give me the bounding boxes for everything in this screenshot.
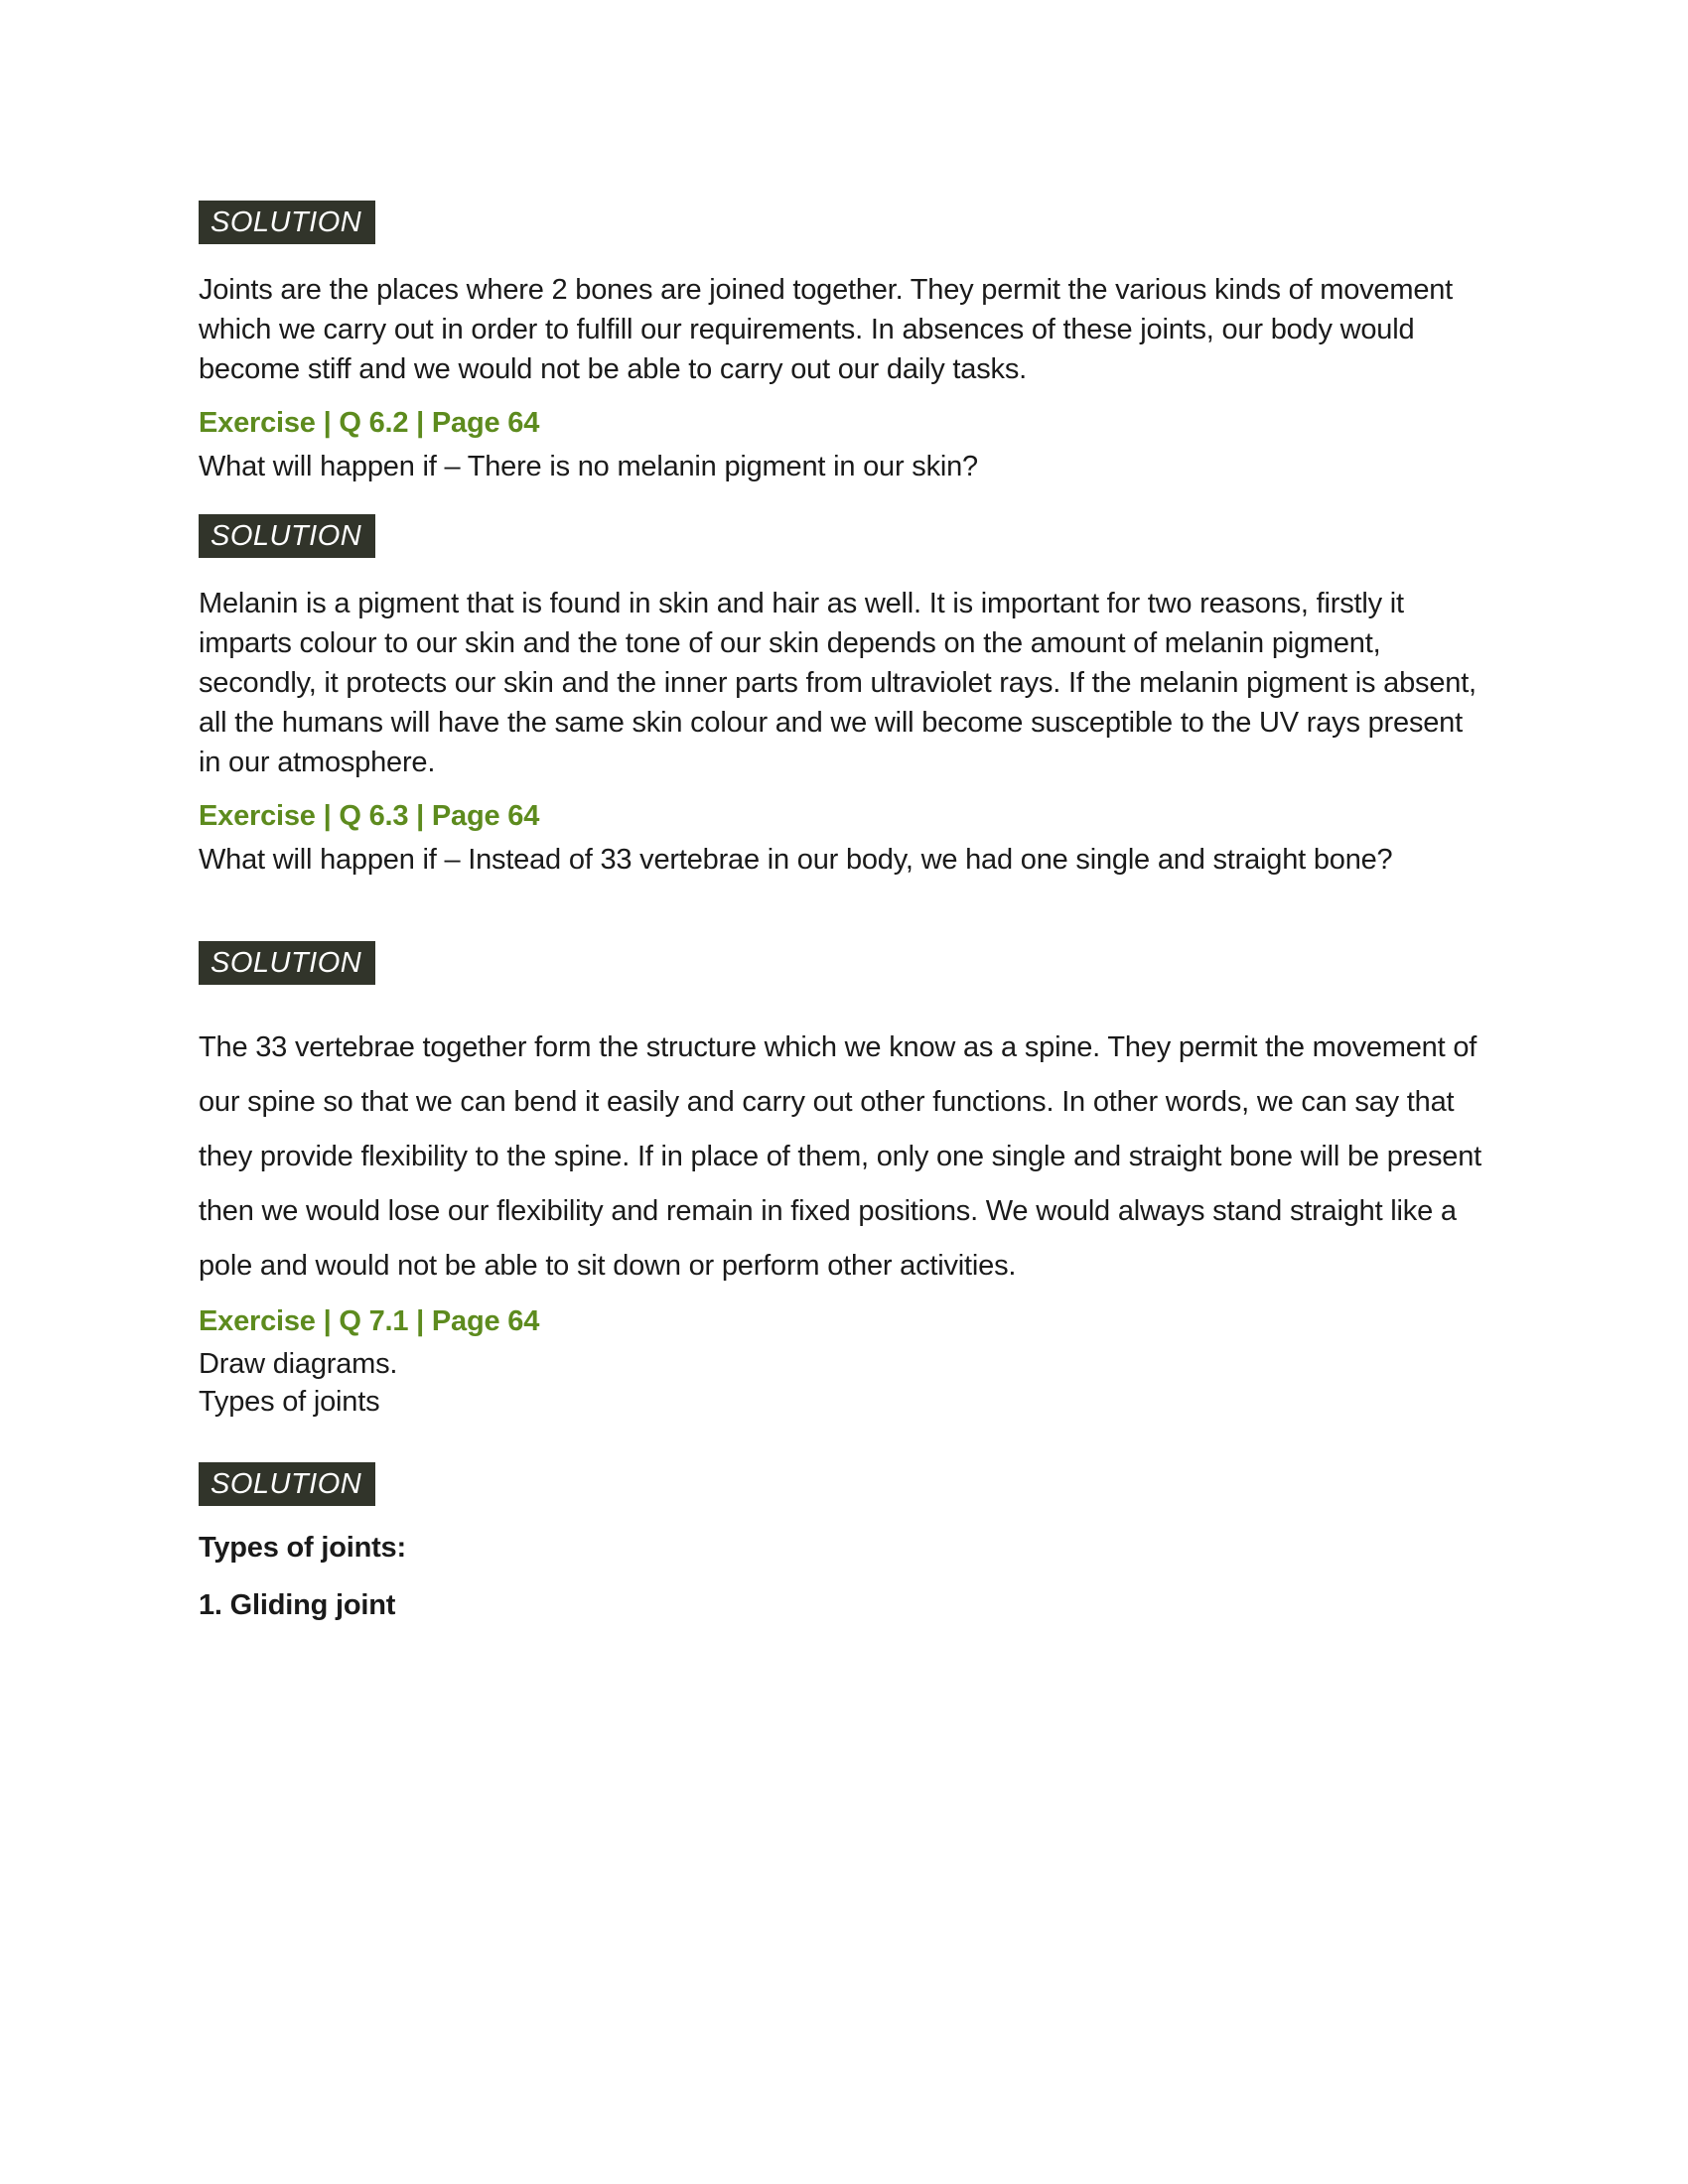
question-q62: What will happen if – There is no melanin pigment in our skin? <box>199 451 978 482</box>
answer-melanin-paragraph: Melanin is a pigment that is found in skin and hair as well. It is important for two reasons, firstly it imparts colour to our skin and the tone of our skin depends on the amount of melanin pigment, secondly, it protects our skin and the inner parts from ultraviolet rays. If the melanin pigment is absent, all the humans will have the same skin colour and we will become susceptible to the UV rays present in our atmosphere. <box>199 588 1477 778</box>
question-q71-line1: Draw diagrams. <box>199 1348 398 1380</box>
solution-badge: SOLUTION <box>199 201 375 244</box>
answer-joints-paragraph: Joints are the places where 2 bones are joined together. They permit the various kinds of movement which we carry out in order to fulfill our requirements. In absences of these joints, our body would become stiff and we would not be able to carry out our daily tasks. <box>199 274 1454 385</box>
document-content <box>199 0 1489 1625</box>
solution-badge-row <box>199 514 1489 558</box>
solution-badge-row <box>199 941 1489 985</box>
solution-badge: SOLUTION <box>199 941 375 985</box>
solution-badge-row <box>199 201 1489 244</box>
exercise-heading-q71: Exercise | Q 7.1 | Page 64 <box>199 1305 540 1337</box>
question-q63: What will happen if – Instead of 33 vertebrae in our body, we had one single and straight bone? <box>199 844 1393 876</box>
answer-types-title: Types of joints: <box>199 1532 406 1564</box>
solution-badge: SOLUTION <box>199 514 375 558</box>
solution-badge: SOLUTION <box>199 1462 375 1506</box>
exercise-heading-q62: Exercise | Q 6.2 | Page 64 <box>199 407 540 439</box>
question-q71 <box>199 1345 1489 1421</box>
question-q71-line2: Types of joints <box>199 1386 380 1418</box>
answer-types-item-gliding-joint: 1. Gliding joint <box>199 1589 396 1621</box>
solution-badge-row <box>199 1462 1489 1506</box>
exercise-heading-q63: Exercise | Q 6.3 | Page 64 <box>199 800 540 832</box>
answer-vertebrae-paragraph: The 33 vertebrae together form the structure which we know as a spine. They permit the movement of our spine so that we can bend it easily and carry out other functions. In other words, we can say that they provide flexibility to the spine. If in place of them, only one single and straight bone will be present then we would lose our flexibility and remain in fixed positions. We would always stand straight like a pole and would not be able to sit down or perform other activities. <box>199 1031 1482 1282</box>
